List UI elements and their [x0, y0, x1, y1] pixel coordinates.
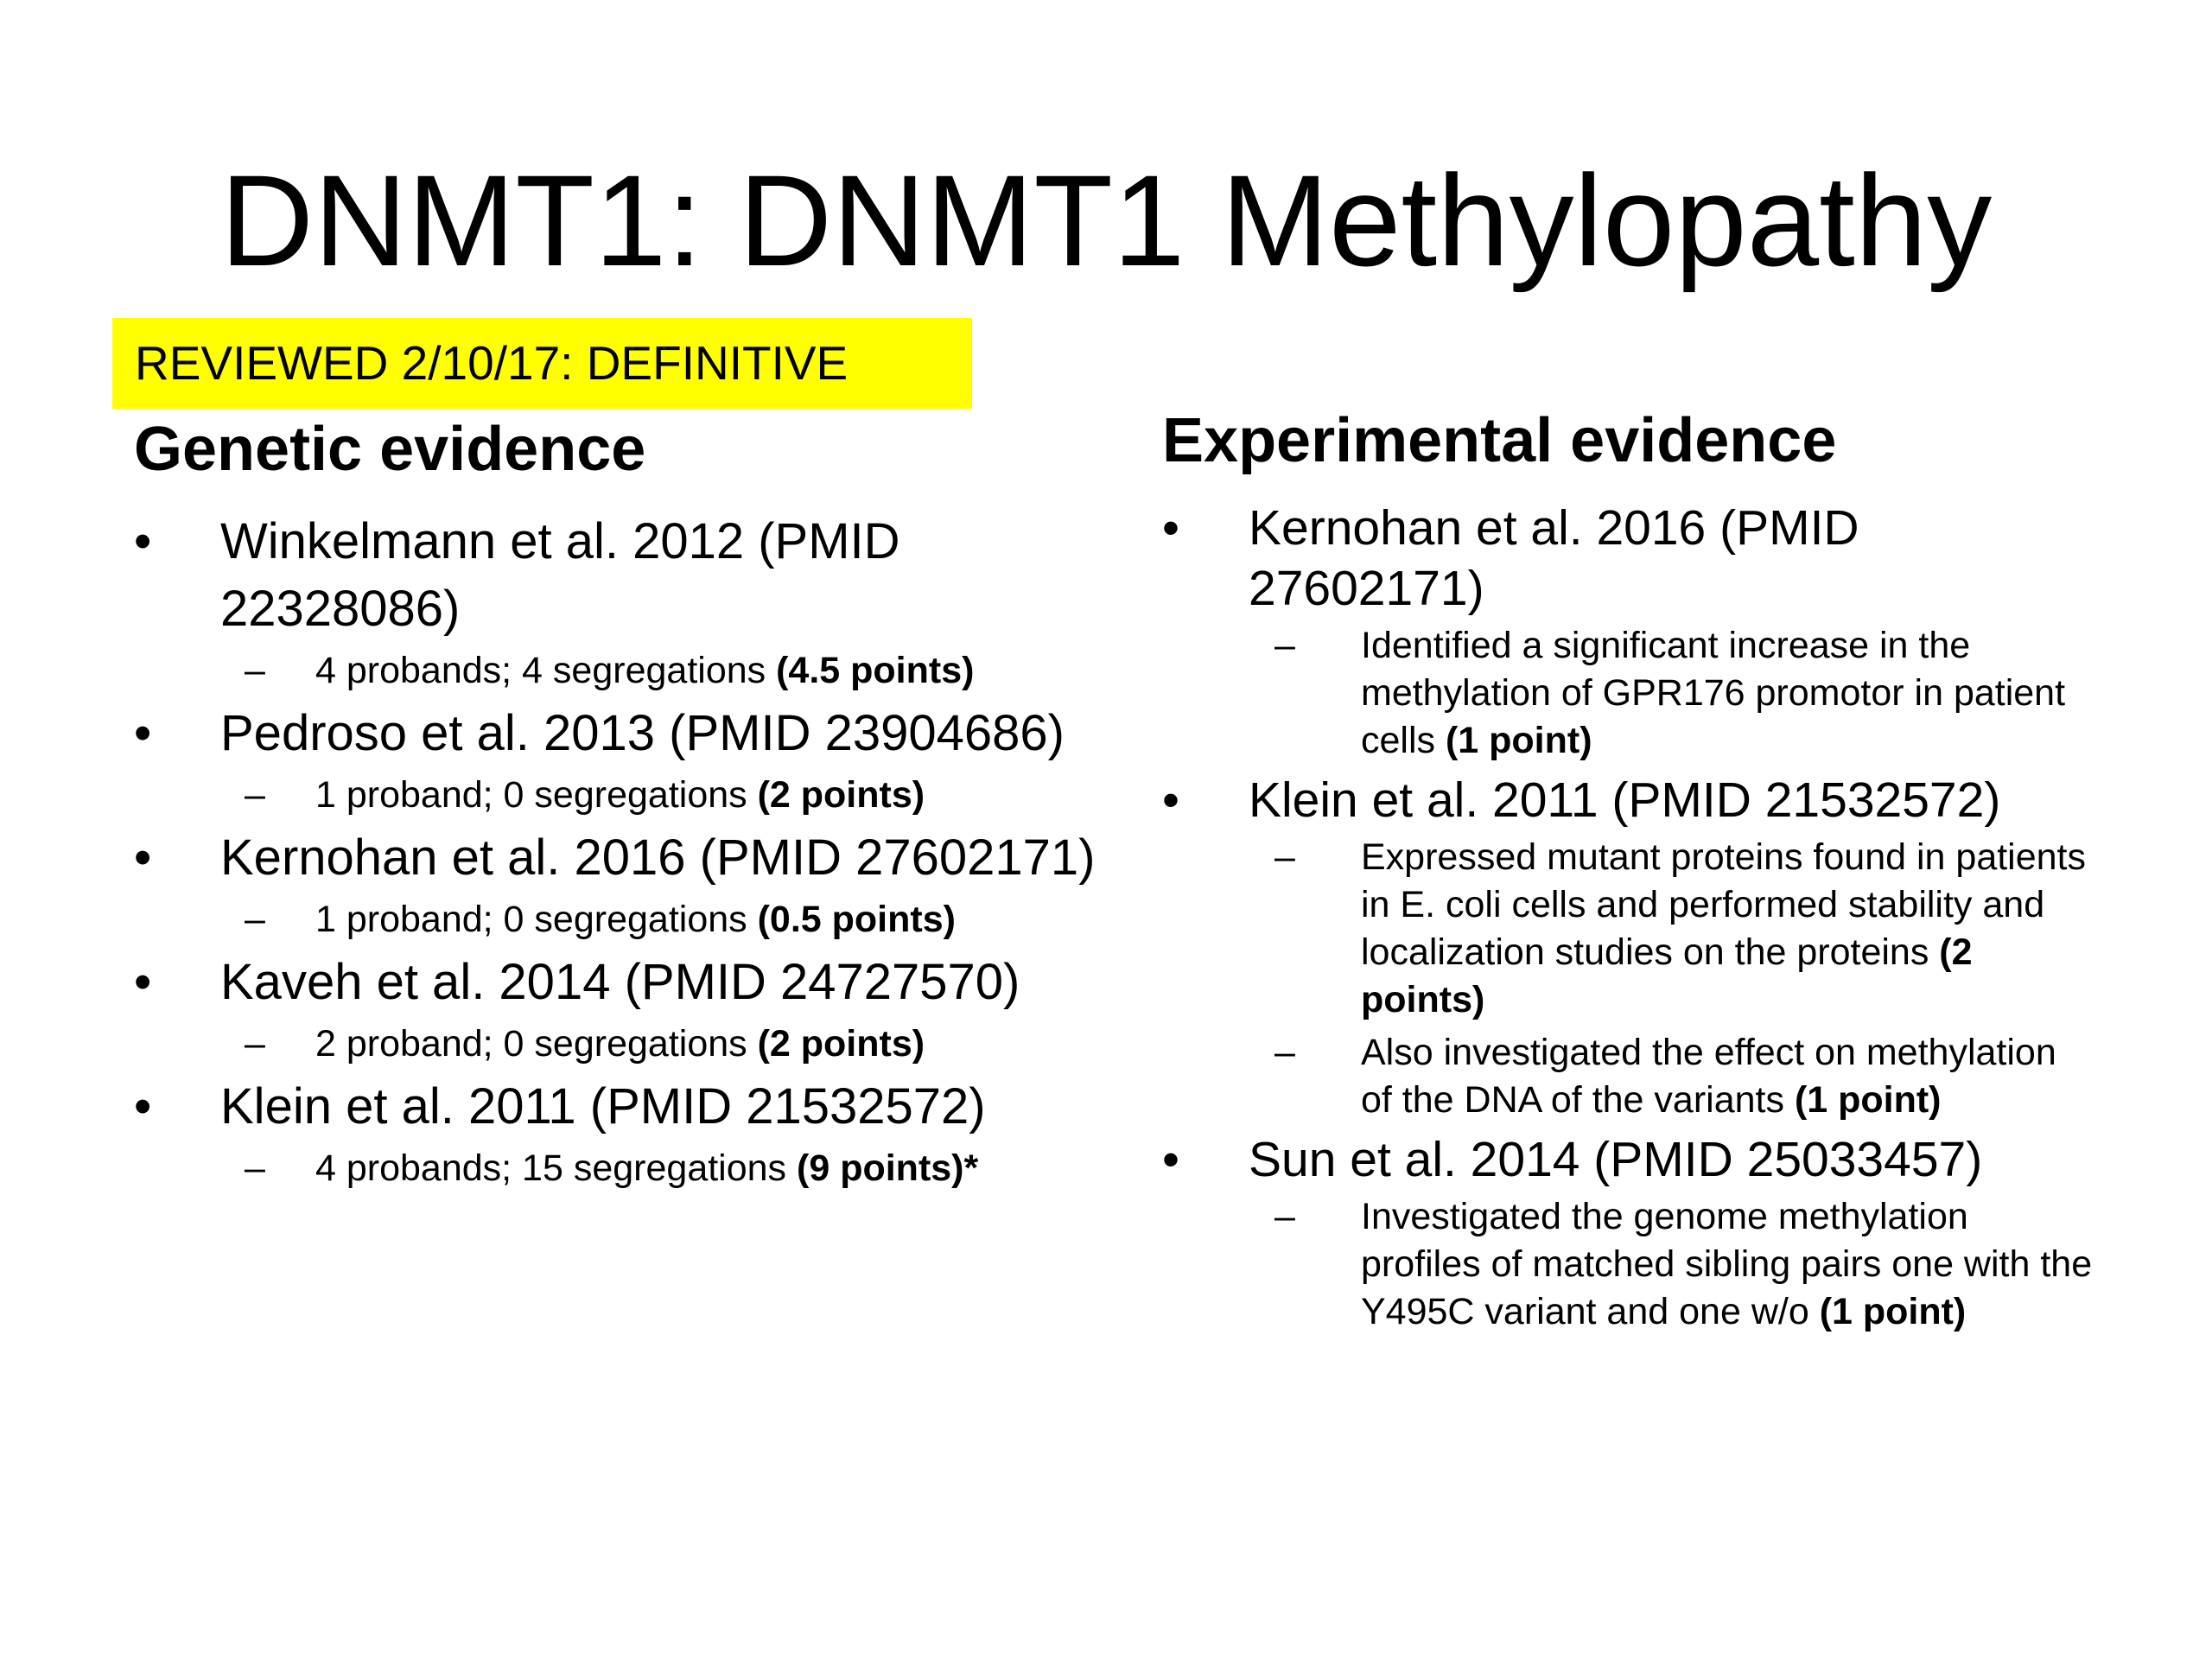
- sub-item-text: 4 probands; 15 segregations: [315, 1147, 798, 1189]
- list-item: [134, 508, 1128, 695]
- review-status-badge: REVIEWED 2/10/17: DEFINITIVE: [112, 318, 972, 409]
- dash-icon: –: [245, 1147, 265, 1189]
- citation-text: Pedroso et al. 2013 (PMID 23904686): [220, 705, 1065, 761]
- list-item: [134, 824, 1128, 944]
- sub-item: [1162, 1193, 2095, 1336]
- points-label: (2 points): [757, 1023, 925, 1065]
- sub-item-text: 4 probands; 4 segregations: [315, 650, 777, 691]
- bullet-icon: •: [134, 830, 152, 886]
- dash-icon: –: [1274, 1196, 1295, 1237]
- points-label: (0.5 points): [757, 899, 956, 940]
- experimental-evidence-list: [1162, 498, 2095, 1336]
- citation-text: Winkelmann et al. 2012 (PMID 22328086): [220, 513, 900, 637]
- slide-title: DNMT1: DNMT1 Methylopathy: [219, 148, 1993, 293]
- list-item: [1162, 1129, 2095, 1336]
- citation-text: Kaveh et al. 2014 (PMID 24727570): [220, 954, 1020, 1010]
- experimental-evidence-column: [1162, 397, 2095, 1341]
- sub-item-text: 2 proband; 0 segregations: [315, 1023, 758, 1065]
- sub-item-text: 1 proband; 0 segregations: [315, 774, 758, 816]
- sub-item: [134, 771, 1128, 819]
- sub-item: [1162, 622, 2095, 765]
- dash-icon: –: [1274, 836, 1295, 878]
- dash-icon: –: [245, 899, 265, 940]
- sub-item: [1162, 1029, 2095, 1124]
- sub-item: [134, 1144, 1128, 1192]
- list-item: [134, 700, 1128, 819]
- list-item: [1162, 770, 2095, 1124]
- dash-icon: –: [245, 650, 265, 691]
- bullet-icon: •: [1162, 500, 1179, 556]
- bullet-icon: •: [134, 1078, 152, 1135]
- genetic-evidence-heading: Genetic evidence: [134, 415, 646, 484]
- bullet-icon: •: [1162, 1132, 1179, 1187]
- citation-text: Sun et al. 2014 (PMID 25033457): [1249, 1132, 1983, 1187]
- points-label: (1 point): [1445, 720, 1592, 761]
- citation-text: Kernohan et al. 2016 (PMID 27602171): [1249, 500, 1859, 616]
- list-item: [134, 1073, 1128, 1192]
- bullet-icon: •: [134, 513, 152, 569]
- bullet-icon: •: [134, 705, 152, 761]
- points-label: (9 points)*: [797, 1147, 979, 1189]
- points-label: (4.5 points): [776, 650, 975, 691]
- points-label: (2 points): [757, 774, 925, 816]
- bullet-icon: •: [134, 954, 152, 1010]
- sub-item-text: 1 proband; 0 segregations: [315, 899, 758, 940]
- sub-item-text: Also investigated the effect on methylation of the DNA of the variants: [1361, 1032, 2056, 1121]
- points-label: (1 point): [1794, 1079, 1942, 1121]
- citation-text: Kernohan et al. 2016 (PMID 27602171): [220, 830, 1096, 886]
- sub-item: [134, 895, 1128, 944]
- bullet-icon: •: [1162, 772, 1179, 828]
- sub-item-text: Identified a significant increase in the methylation of GPR176 promotor in patient cells: [1361, 625, 2066, 761]
- genetic-evidence-list: [134, 508, 1128, 1192]
- genetic-evidence-column: [134, 406, 1128, 1198]
- sub-item-text: Expressed mutant proteins found in patients in E. coli cells and performed stability and localization studies on the proteins: [1361, 836, 2087, 973]
- sub-item: [1162, 834, 2095, 1024]
- dash-icon: –: [245, 1023, 265, 1065]
- sub-item: [134, 1020, 1128, 1068]
- experimental-evidence-heading: Experimental evidence: [1162, 406, 1837, 475]
- sub-item: [134, 646, 1128, 695]
- dash-icon: –: [1274, 625, 1295, 666]
- dash-icon: –: [1274, 1032, 1295, 1073]
- list-item: [1162, 498, 2095, 765]
- citation-text: Klein et al. 2011 (PMID 21532572): [1249, 772, 2001, 828]
- points-label: (1 point): [1819, 1291, 1967, 1332]
- list-item: [134, 949, 1128, 1068]
- dash-icon: –: [245, 774, 265, 816]
- citation-text: Klein et al. 2011 (PMID 21532572): [220, 1078, 986, 1135]
- sub-item-text: Investigated the genome methylation profiles of matched sibling pairs one with the Y495C variant and one w/o: [1361, 1196, 2093, 1332]
- points-label: (2 points): [1361, 931, 1973, 1020]
